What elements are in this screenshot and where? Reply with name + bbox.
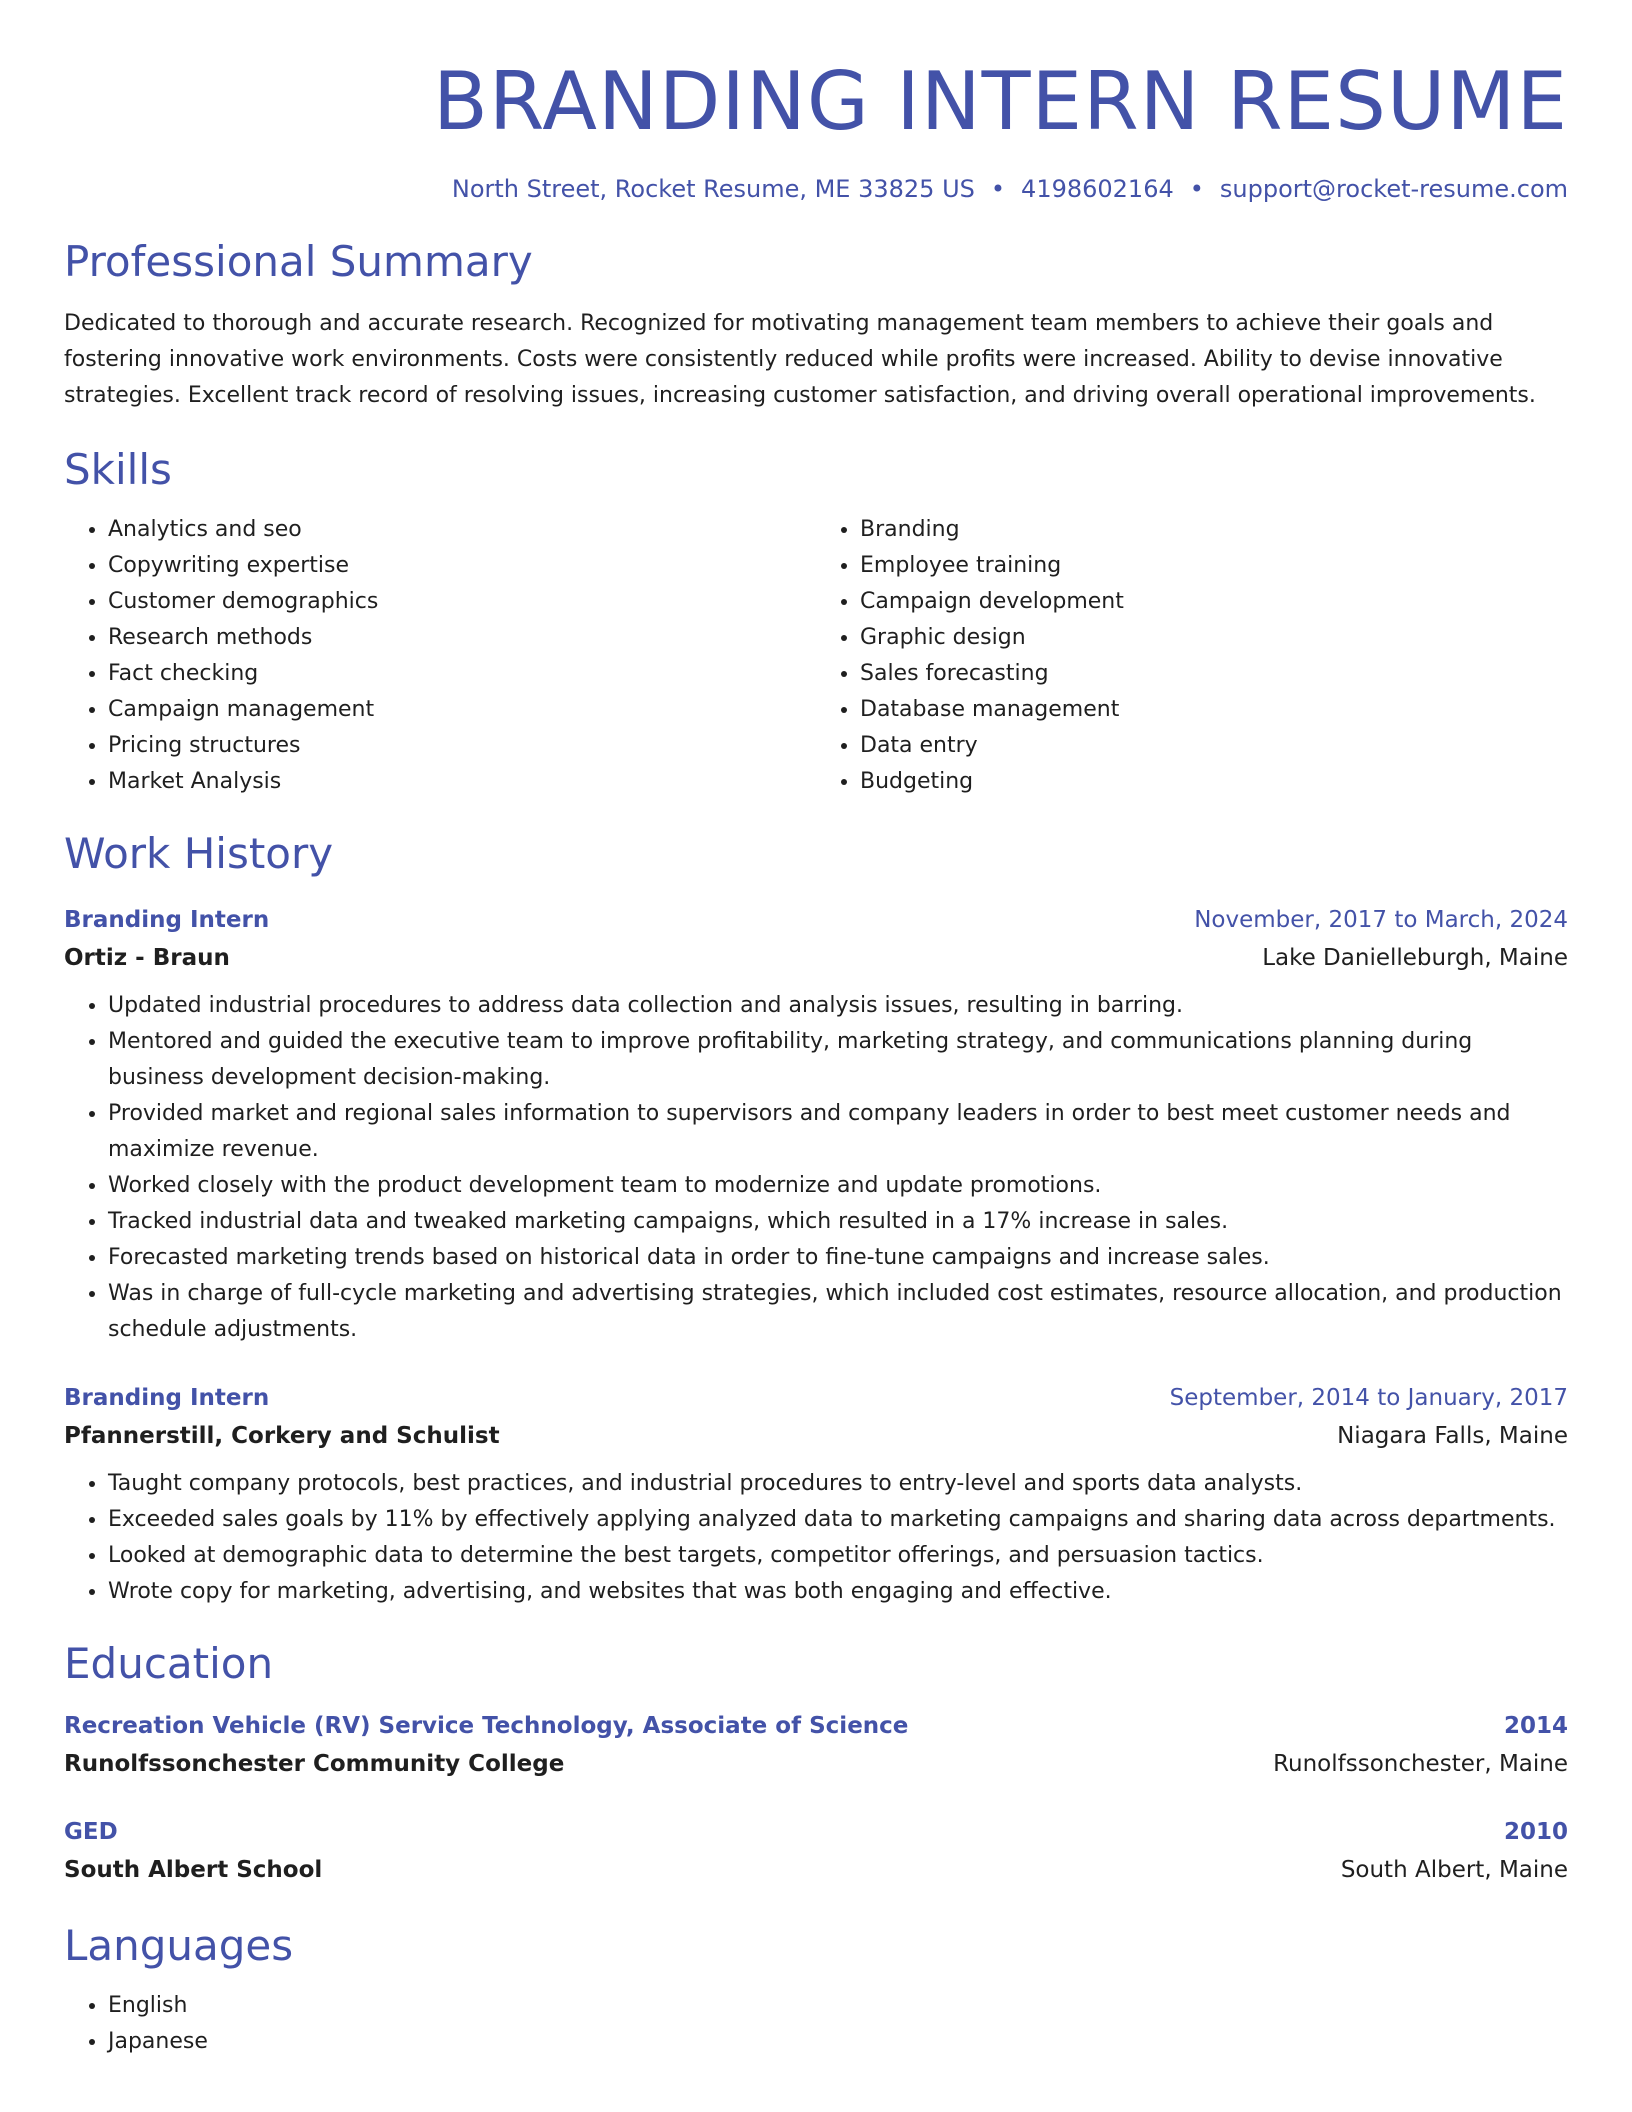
education-degree: Recreation Vehicle (RV) Service Technology, Associate of Science [64, 1713, 909, 1739]
summary-text: Dedicated to thorough and accurate research. Recognized for motivating management team members to achieve their goals and fostering innovative work environments. Costs were consistently reduced while profits were increased. Ability to devise innovative strategies. Excellent track record of resolving issues, increasing customer satisfaction, and driving overall operational improvements. [64, 311, 1536, 408]
summary-heading: Professional Summary [64, 237, 533, 286]
job-bullets [64, 988, 1568, 1348]
job-location: Niagara Falls, Maine [1337, 1423, 1568, 1449]
skill-item: • Graphic design [860, 620, 1568, 656]
education-header-row [64, 1814, 1568, 1850]
job-dates: September, 2014 to January, 2017 [1169, 1385, 1568, 1411]
skill-item: • Customer demographics [108, 584, 816, 620]
job-company-row [64, 1416, 1568, 1456]
education-heading: Education [64, 1639, 274, 1688]
education-location: South Albert, Maine [1340, 1857, 1568, 1883]
job-header-row [64, 902, 1568, 938]
skills-grid [64, 512, 1568, 800]
job-role: Branding Intern [64, 1385, 270, 1411]
language-item: • English [108, 1988, 1568, 2024]
job-bullet: • Exceeded sales goals by 11% by effectively applying analyzed data to marketing campaigns and sharing data across departments. [108, 1502, 1568, 1538]
skills-heading: Skills [64, 445, 172, 494]
job-company: Pfannerstill, Corkery and Schulist [64, 1423, 500, 1449]
education-entry [64, 1814, 1568, 1890]
contact-email: support@rocket-resume.com [1219, 175, 1568, 203]
skill-item: • Fact checking [108, 656, 816, 692]
job-entry [64, 902, 1568, 1348]
job-location: Lake Danielleburgh, Maine [1262, 945, 1568, 971]
skill-item: • Market Analysis [108, 764, 816, 800]
job-bullet: • Mentored and guided the executive team to improve profitability, marketing strategy, and communications planning during business development decision-making. [108, 1024, 1568, 1096]
job-entry [64, 1380, 1568, 1610]
contact-separator: • [990, 175, 1006, 203]
job-bullet: • Tracked industrial data and tweaked marketing campaigns, which resulted in a 17% increase in sales. [108, 1204, 1568, 1240]
job-bullet: • Forecasted marketing trends based on historical data in order to fine-tune campaigns and increase sales. [108, 1240, 1568, 1276]
contact-address: North Street, Rocket Resume, ME 33825 US [451, 175, 975, 203]
education-year: 2014 [1503, 1713, 1568, 1739]
skill-item: • Analytics and seo [108, 512, 816, 548]
job-bullets [64, 1466, 1568, 1610]
resume-title: BRANDING INTERN RESUME [432, 55, 1568, 148]
skill-item: • Database management [860, 692, 1568, 728]
skill-item: • Branding [860, 512, 1568, 548]
language-item: • Japanese [108, 2024, 1568, 2060]
skill-item: • Sales forecasting [860, 656, 1568, 692]
job-bullet: • Was in charge of full-cycle marketing and advertising strategies, which included cost estimates, resource allocation, and production schedule adjustments. [108, 1276, 1568, 1348]
contact-separator: • [1189, 175, 1204, 203]
skill-item: • Copywriting expertise [108, 548, 816, 584]
skill-item: • Data entry [860, 728, 1568, 764]
skill-item: • Budgeting [860, 764, 1568, 800]
skill-item: • Research methods [108, 620, 816, 656]
job-bullet: • Updated industrial procedures to address data collection and analysis issues, resulting in barring. [108, 988, 1568, 1024]
job-role: Branding Intern [64, 907, 270, 933]
education-header-row [64, 1708, 1568, 1744]
job-header-row [64, 1380, 1568, 1416]
contact-phone: 4198602164 [1021, 175, 1174, 203]
contact-line [64, 174, 1568, 204]
job-bullet: • Worked closely with the product development team to modernize and update promotions. [108, 1168, 1568, 1204]
skill-item: • Campaign development [860, 584, 1568, 620]
job-bullet: • Taught company protocols, best practices, and industrial procedures to entry-level and sports data analysts. [108, 1466, 1568, 1502]
education-school-row [64, 1850, 1568, 1890]
work-history-heading: Work History [64, 829, 334, 878]
skill-item: • Campaign management [108, 692, 816, 728]
languages-heading: Languages [64, 1921, 294, 1970]
skills-list-right [816, 512, 1568, 800]
job-bullet: • Provided market and regional sales information to supervisors and company leaders in order to best meet customer needs and maximize revenue. [108, 1096, 1568, 1168]
education-school: South Albert School [64, 1857, 323, 1883]
education-entry [64, 1708, 1568, 1784]
job-bullet: • Wrote copy for marketing, advertising, and websites that was both engaging and effective. [108, 1574, 1568, 1610]
education-year: 2010 [1503, 1819, 1568, 1845]
skill-item: • Employee training [860, 548, 1568, 584]
education-school: Runolfssonchester Community College [64, 1751, 565, 1777]
languages-list [64, 1988, 1568, 2060]
job-company-row [64, 938, 1568, 978]
job-bullet: • Looked at demographic data to determine the best targets, competitor offerings, and persuasion tactics. [108, 1538, 1568, 1574]
skills-list-left [64, 512, 816, 800]
education-school-row [64, 1744, 1568, 1784]
education-location: Runolfssonchester, Maine [1273, 1751, 1568, 1777]
job-dates: November, 2017 to March, 2024 [1194, 907, 1568, 933]
skill-item: • Pricing structures [108, 728, 816, 764]
education-degree: GED [64, 1819, 118, 1845]
job-company: Ortiz - Braun [64, 945, 230, 971]
